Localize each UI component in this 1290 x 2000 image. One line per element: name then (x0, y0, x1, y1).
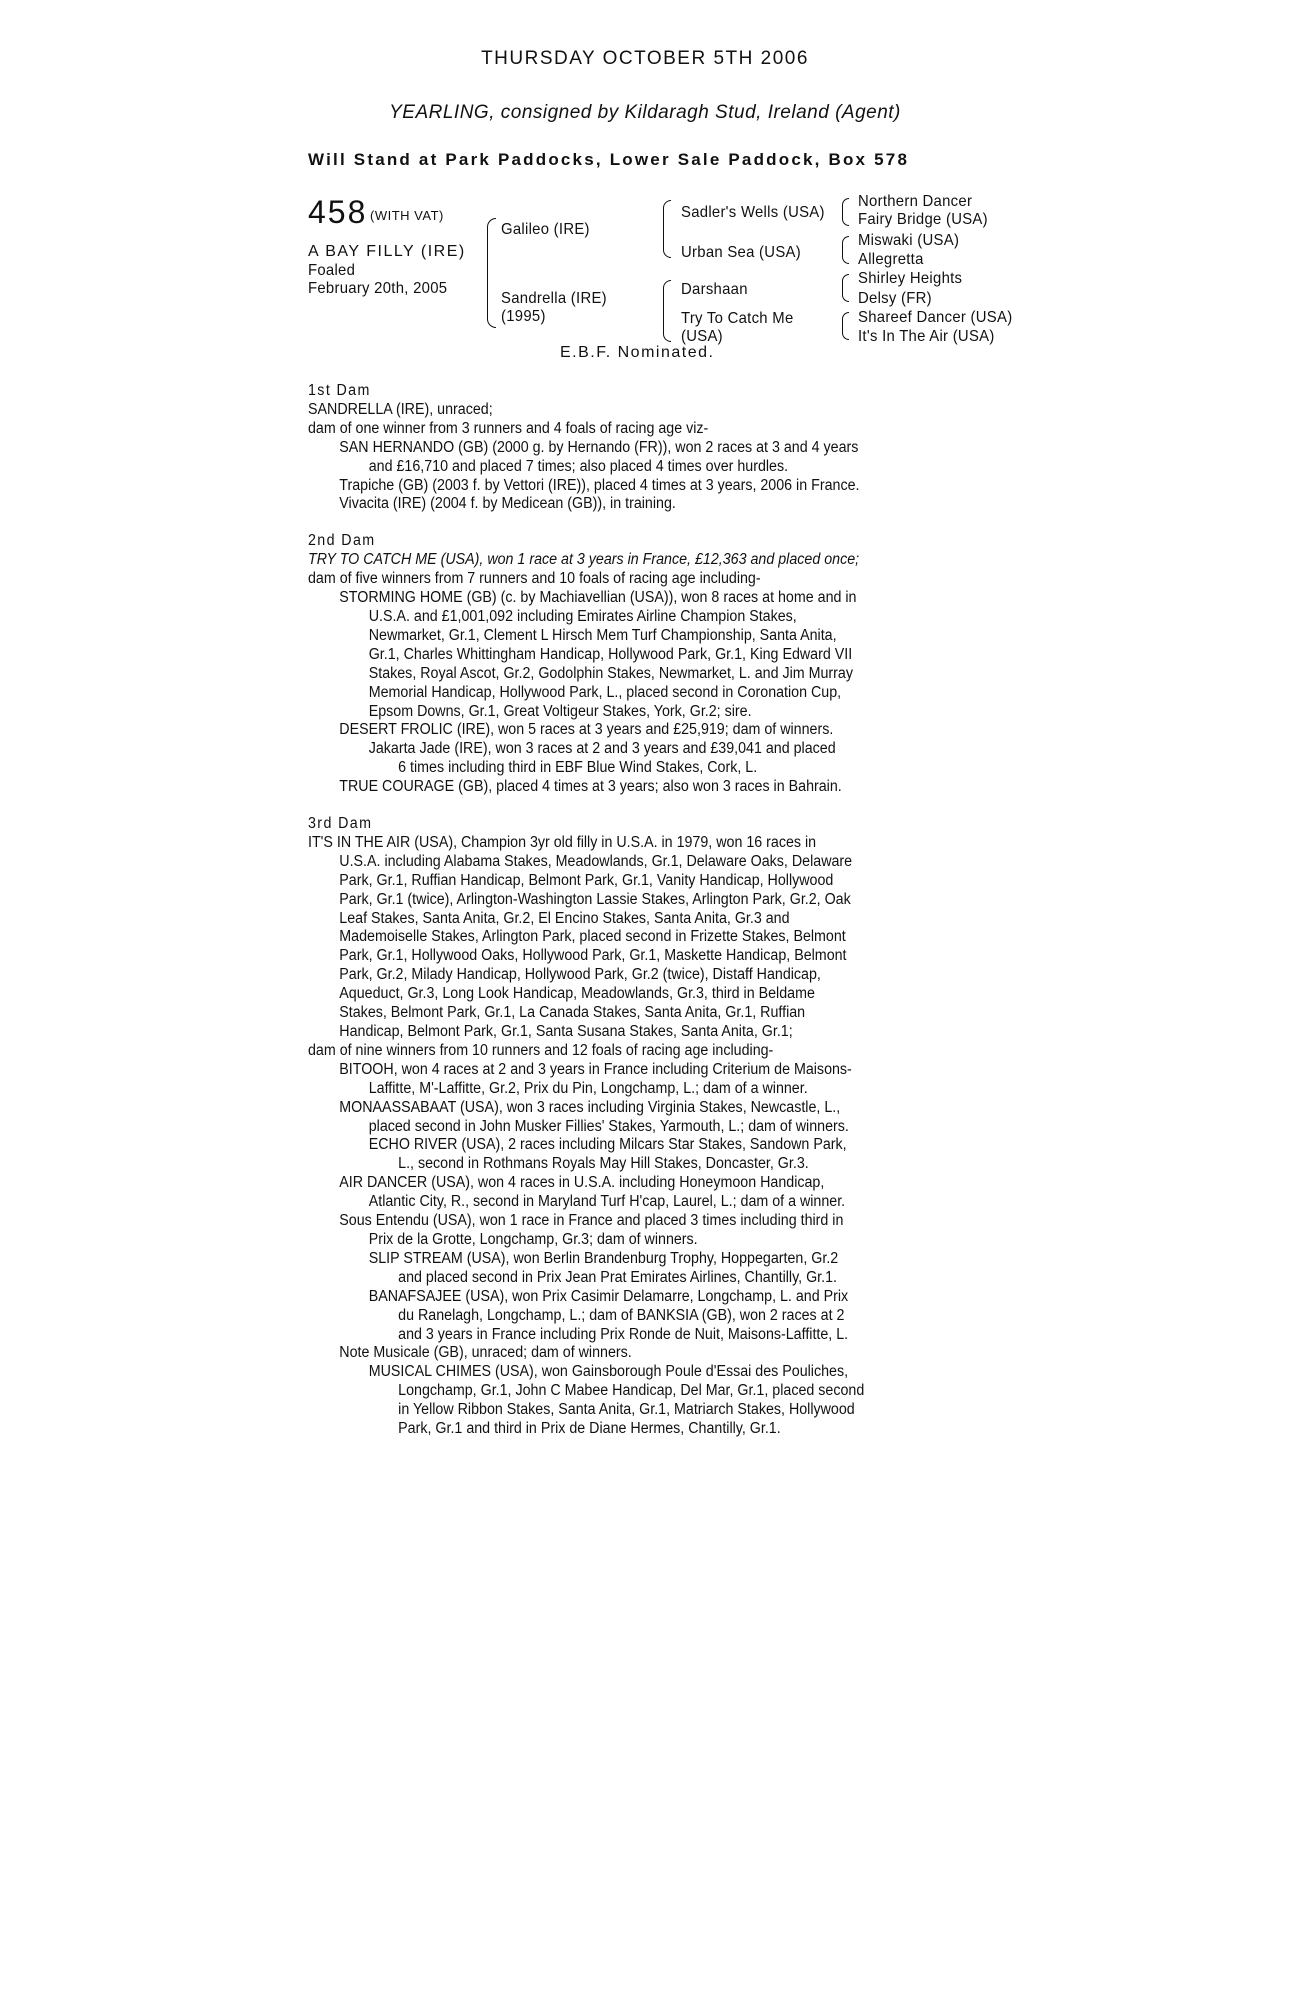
text-line: and 3 years in France including Prix Ronde de Nuit, Maisons-Laffitte, L. (398, 1325, 849, 1343)
horse-description: A BAY FILLY (IRE) (308, 243, 466, 260)
pedigree-ggs-2: Fairy Bridge (USA) (858, 211, 988, 228)
vat-note: (WITH VAT) (370, 208, 444, 223)
text-line: U.S.A. and £1,001,092 including Emirates Airline Champion Stakes, (368, 607, 797, 625)
pedigree-sire-dam: Urban Sea (USA) (681, 244, 801, 261)
text-line: Leaf Stakes, Santa Anita, Gr.2, El Encino Stakes, Santa Anita, Gr.3 and (339, 909, 790, 927)
text-line: and placed second in Prix Jean Prat Emirates Airlines, Chantilly, Gr.1. (398, 1268, 837, 1286)
pedigree-ggs-3: Miswaki (USA) (858, 232, 960, 249)
text-line: in Yellow Ribbon Stakes, Santa Anita, Gr.1, Matriarch Stakes, Hollywood (398, 1401, 855, 1419)
text-line: BITOOH, won 4 races at 2 and 3 years in France including Criterium de Maisons- (339, 1060, 852, 1078)
pedigree-dam-sire: Darshaan (681, 281, 748, 298)
text-line: Trapiche (GB) (2003 f. by Vettori (IRE)), placed 4 times at 3 years, 2006 in France. (339, 476, 860, 494)
text-line: Gr.1, Charles Whittingham Handicap, Hollywood Park, Gr.1, King Edward VII (368, 645, 853, 663)
text-line: Mademoiselle Stakes, Arlington Park, placed second in Frizette Stakes, Belmont (339, 928, 846, 946)
text-line: SLIP STREAM (USA), won Berlin Brandenburg Trophy, Hoppegarten, Gr.2 (368, 1249, 839, 1267)
pedigree-ggs-7: Shareef Dancer (USA) (858, 309, 1013, 326)
text-line: 6 times including third in EBF Blue Wind Stakes, Cork, L. (398, 759, 758, 777)
pedigree-brace-g4 (842, 312, 849, 340)
pedigree-brace-g1 (842, 198, 849, 226)
text-line: Park, Gr.2, Milady Handicap, Hollywood Park, Gr.2 (twice), Distaff Handicap, (339, 966, 821, 984)
text-line: Laffitte, M'-Laffitte, Gr.2, Prix du Pin, Longchamp, L.; dam of a winner. (368, 1079, 808, 1097)
pedigree-dam-dam: Try To Catch Me (681, 310, 794, 327)
text-line: placed second in John Musker Fillies' Stakes, Yarmouth, L.; dam of winners. (368, 1117, 849, 1135)
pedigree-ggs-5: Shirley Heights (858, 270, 963, 287)
pedigree-ggs-8: It's In The Air (USA) (858, 328, 995, 345)
text-line: DESERT FROLIC (IRE), won 5 races at 3 years and £25,919; dam of winners. (339, 721, 834, 739)
text-line: Park, Gr.1 (twice), Arlington-Washington Lassie Stakes, Arlington Park, Gr.2, Oak (339, 890, 851, 908)
pedigree-ggs-4: Allegretta (858, 251, 924, 268)
text-line: IT'S IN THE AIR (USA), Champion 3yr old filly in U.S.A. in 1979, won 16 races in (308, 833, 817, 851)
text-line: Prix de la Grotte, Longchamp, Gr.3; dam of winners. (368, 1230, 698, 1248)
text-line: Handicap, Belmont Park, Gr.1, Santa Susana Stakes, Santa Anita, Gr.1; (339, 1023, 793, 1040)
text-line: 2nd Dam (308, 532, 376, 550)
text-line: Jakarta Jade (IRE), won 3 races at 2 and 3 years and £39,041 and placed (368, 740, 836, 758)
pedigree-dam-year: (1995) (501, 308, 546, 325)
pedigree-brace-g3 (842, 274, 849, 302)
text-line: MONAASSABAAT (USA), won 3 races including Virginia Stakes, Newcastle, L., (339, 1098, 841, 1116)
text-line: dam of nine winners from 10 runners and 12 foals of racing age including- (308, 1041, 774, 1059)
pedigree-notes (308, 382, 988, 1439)
text-line: MUSICAL CHIMES (USA), won Gainsborough Poule d'Essai des Pouliches, (368, 1363, 849, 1381)
consignor-line: YEARLING, consigned by Kildaragh Stud, Ireland (Agent) (389, 102, 901, 123)
text-line: Stakes, Royal Ascot, Gr.2, Godolphin Stakes, Newmarket, L. and Jim Murray (368, 664, 853, 682)
text-line: TRUE COURAGE (GB), placed 4 times at 3 years; also won 3 races in Bahrain. (339, 778, 842, 796)
sale-date: THURSDAY OCTOBER 5TH 2006 (481, 48, 809, 69)
text-line: Sous Entendu (USA), won 1 race in France and placed 3 times including third in (339, 1212, 844, 1230)
text-line: SANDRELLA (IRE), unraced; (308, 400, 493, 418)
text-line: dam of five winners from 7 runners and 10 foals of racing age including- (308, 570, 761, 588)
text-line: Longchamp, Gr.1, John C Mabee Handicap, Del Mar, Gr.1, placed second (398, 1382, 865, 1400)
text-line: BANAFSAJEE (USA), won Prix Casimir Delamarre, Longchamp, L. and Prix (368, 1287, 849, 1305)
text-line: ECHO RIVER (USA), 2 races including Milcars Star Stakes, Sandown Park, (368, 1136, 847, 1154)
text-line: L., second in Rothmans Royals May Hill Stakes, Doncaster, Gr.3. (398, 1155, 809, 1173)
pedigree-brace-sire (663, 200, 671, 258)
text-line: STORMING HOME (GB) (c. by Machiavellian (USA)), won 8 races at home and in (339, 589, 857, 607)
text-line: Atlantic City, R., second in Maryland Turf H'cap, Laurel, L.; dam of a winner. (368, 1193, 846, 1211)
foaled-label: Foaled (308, 262, 356, 279)
text-line: SAN HERNANDO (GB) (2000 g. by Hernando (FR)), won 2 races at 3 and 4 years (339, 438, 859, 456)
pedigree-dam: Sandrella (IRE) (501, 290, 607, 307)
text-line: Note Musicale (GB), unraced; dam of winners. (339, 1344, 632, 1362)
pedigree-brace-dam (663, 280, 671, 342)
pedigree-brace-g2 (842, 236, 849, 264)
text-line: Newmarket, Gr.1, Clement L Hirsch Mem Turf Championship, Santa Anita, (368, 626, 837, 644)
text-line: U.S.A. including Alabama Stakes, Meadowlands, Gr.1, Delaware Oaks, Delaware (339, 852, 853, 870)
text-line: 3rd Dam (308, 815, 373, 833)
foaled-date: February 20th, 2005 (308, 280, 448, 297)
text-line: Aqueduct, Gr.3, Long Look Handicap, Meadowlands, Gr.3, third in Beldame (339, 985, 815, 1003)
text-line: dam of one winner from 3 runners and 4 foals of racing age viz- (308, 419, 709, 437)
pedigree-dam-dam-country: (USA) (681, 328, 723, 345)
text-line: Vivacita (IRE) (2004 f. by Medicean (GB)), in training. (339, 495, 676, 513)
stand-location: Will Stand at Park Paddocks, Lower Sale Paddock, Box 578 (308, 150, 910, 169)
text-line: and £16,710 and placed 7 times; also placed 4 times over hurdles. (368, 457, 789, 475)
text-line: du Ranelagh, Longchamp, L.; dam of BANKSIA (GB), won 2 races at 2 (398, 1306, 845, 1324)
lot-number: 458 (308, 194, 368, 230)
text-line: Park, Gr.1 and third in Prix de Diane Hermes, Chantilly, Gr.1. (398, 1420, 781, 1438)
pedigree-ggs-1: Northern Dancer (858, 193, 973, 210)
text-line: AIR DANCER (USA), won 4 races in U.S.A. including Honeymoon Handicap, (339, 1174, 825, 1192)
pedigree-sire: Galileo (IRE) (501, 221, 590, 238)
text-line: Park, Gr.1, Ruffian Handicap, Belmont Park, Gr.1, Vanity Handicap, Hollywood (339, 871, 834, 889)
text-line: Memorial Handicap, Hollywood Park, L., placed second in Coronation Cup, (368, 683, 842, 701)
text-line: 1st Dam (308, 382, 371, 399)
text-line: Stakes, Belmont Park, Gr.1, La Canada Stakes, Santa Anita, Gr.1, Ruffian (339, 1004, 806, 1022)
pedigree-ggs-6: Delsy (FR) (858, 290, 932, 307)
pedigree-sire-sire: Sadler's Wells (USA) (681, 204, 825, 221)
text-line: Park, Gr.1, Hollywood Oaks, Hollywood Park, Gr.1, Maskette Handicap, Belmont (339, 947, 847, 965)
text-line: Epsom Downs, Gr.1, Great Voltigeur Stakes, York, Gr.2; sire. (368, 702, 752, 720)
pedigree-brace-gen1 (487, 218, 496, 328)
text-line: TRY TO CATCH ME (USA), won 1 race at 3 years in France, £12,363 and placed once; (308, 551, 860, 569)
ebf-nomination: E.B.F. Nominated. (560, 344, 715, 361)
